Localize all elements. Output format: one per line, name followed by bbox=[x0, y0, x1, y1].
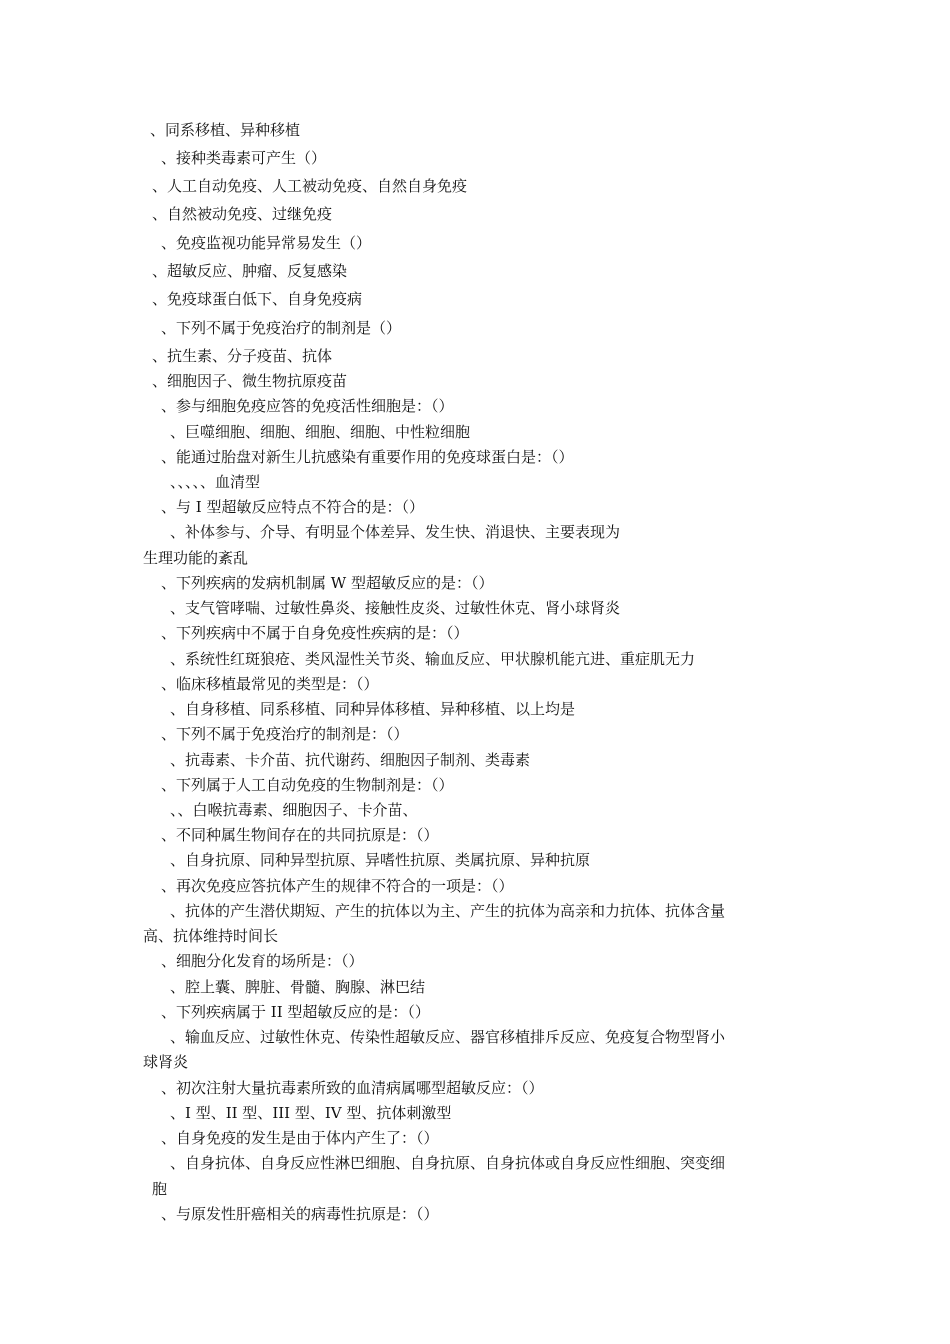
text-line: 、抗毒素、卡介苗、抗代谢药、细胞因子制剂、类毒素 bbox=[170, 751, 531, 769]
text-line: 、自身抗原、同种异型抗原、异嗜性抗原、类属抗原、异种抗原 bbox=[170, 851, 591, 869]
text-line: 、同系移植、异种移植 bbox=[150, 121, 301, 139]
text-line: 、接种类毒素可产生（） bbox=[161, 149, 327, 167]
text-line: 、参与细胞免疫应答的免疫活性细胞是：（） bbox=[161, 397, 454, 415]
text-line: 、下列不属于免疫治疗的制剂是：（） bbox=[161, 725, 409, 743]
text-line: 、、、、、血清型 bbox=[170, 473, 261, 491]
text-line: 高、抗体维持时间长 bbox=[143, 927, 279, 945]
text-line: 、与原发性肝癌相关的病毒性抗原是：（） bbox=[161, 1205, 439, 1223]
text-line: 、自身移植、同系移植、同种异体移植、异种移植、以上均是 bbox=[170, 700, 576, 718]
text-line: 、不同种属生物间存在的共同抗原是：（） bbox=[161, 826, 439, 844]
text-line: 、下列属于人工自动免疫的生物制剂是：（） bbox=[161, 776, 454, 794]
text-line: 、输血反应、过敏性休克、传染性超敏反应、器官移植排斥反应、免疫复合物型肾小 bbox=[170, 1028, 726, 1046]
text-line: 生理功能的紊乱 bbox=[143, 549, 249, 567]
text-line: 球肾炎 bbox=[143, 1053, 189, 1071]
text-line: 、下列疾病中不属于自身免疫性疾病的是：（） bbox=[161, 624, 469, 642]
text-line: 、I 型、II 型、III 型、IV 型、抗体刺激型 bbox=[170, 1104, 452, 1122]
text-line: 、自身免疫的发生是由于体内产生了：（） bbox=[161, 1129, 439, 1147]
text-line: 、下列疾病的发病机制属 W 型超敏反应的是：（） bbox=[161, 574, 494, 592]
text-line: 、巨噬细胞、细胞、细胞、细胞、中性粒细胞 bbox=[170, 423, 471, 441]
text-line: 、超敏反应、肿瘤、反复感染 bbox=[152, 262, 348, 280]
text-line: 、自身抗体、自身反应性淋巴细胞、自身抗原、自身抗体或自身反应性细胞、突变细 bbox=[170, 1154, 726, 1172]
text-line: 、细胞因子、微生物抗原疫苗 bbox=[152, 372, 348, 390]
text-line: 、再次免疫应答抗体产生的规律不符合的一项是：（） bbox=[161, 877, 514, 895]
text-line: 、人工自动免疫、人工被动免疫、自然自身免疫 bbox=[152, 177, 468, 195]
text-line: 、抗体的产生潜伏期短、产生的抗体以为主、产生的抗体为高亲和力抗体、抗体含量 bbox=[170, 902, 726, 920]
text-line: 、支气管哮喘、过敏性鼻炎、接触性皮炎、过敏性休克、肾小球肾炎 bbox=[170, 599, 621, 617]
text-line: 、抗生素、分子疫苗、抗体 bbox=[152, 347, 333, 365]
text-line: 、下列不属于免疫治疗的制剂是（） bbox=[161, 319, 402, 337]
text-line: 、、白喉抗毒素、细胞因子、卡介苗、 bbox=[170, 801, 418, 819]
text-line: 、补体参与、介导、有明显个体差异、发生快、消退快、主要表现为 bbox=[170, 523, 621, 541]
text-line: 、下列疾病属于 II 型超敏反应的是：（） bbox=[161, 1003, 430, 1021]
text-line: 、临床移植最常见的类型是：（） bbox=[161, 675, 379, 693]
text-line: 、系统性红斑狼疮、类风湿性关节炎、输血反应、甲状腺机能亢进、重症肌无力 bbox=[170, 650, 696, 668]
text-line: 、能通过胎盘对新生儿抗感染有重要作用的免疫球蛋白是：（） bbox=[161, 448, 574, 466]
text-line: 、自然被动免疫、过继免疫 bbox=[152, 205, 333, 223]
text-line: 、免疫球蛋白低下、自身免疫病 bbox=[152, 290, 363, 308]
text-line: 、与 I 型超敏反应特点不符合的是：（） bbox=[161, 498, 424, 516]
text-line: 、免疫监视功能异常易发生（） bbox=[161, 234, 372, 252]
text-line: 、细胞分化发育的场所是：（） bbox=[161, 952, 364, 970]
text-line: 、腔上囊、脾脏、骨髓、胸腺、淋巴结 bbox=[170, 978, 426, 996]
text-line: 胞 bbox=[152, 1180, 168, 1198]
text-line: 、初次注射大量抗毒素所致的血清病属哪型超敏反应：（） bbox=[161, 1079, 544, 1097]
